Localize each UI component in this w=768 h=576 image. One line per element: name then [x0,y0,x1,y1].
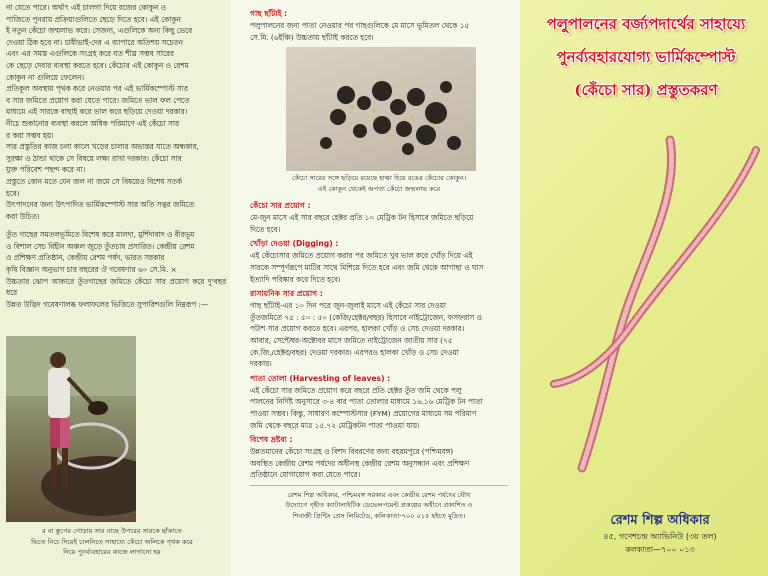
text-line: ইত্যাদি পরিষ্কার করে দিতে হবে। [250,274,341,284]
text-line: সার প্রস্তুতির কাজ চলা কালে খড়ের চালার অভ্যন্তর যাতে অন্ধকার, [6,142,199,152]
cover-title [530,8,762,107]
text-line: কোকুন না গুলিয়ে ফেলেন। [6,72,84,82]
caption-line: র বা স্তুপের গোড়ায় সার বাছে উপরের সারকে ছাঁকাতে [42,527,182,535]
text-line: কে.জি./হেক্টর/বছর) দেওয়া দরকার। এরপরও হালকা খোঁড় ও সেচ দেওয়া [250,347,459,357]
text-line: তুঁতজমিতে ৭৫ : ৫০ : ৫০ (কেজি/হেক্টর/বছর) হিসাবে নাইট্রোজেন, ফসফরাস ও [250,312,482,322]
text-line: মাধ্যমে এই সারকে বাছাই করে ভাল করে ছড়িয়ে দেওয়া দরকার। [6,107,188,117]
section-pruning-text [250,20,508,43]
text-line: উৎপাদনের জন্য উৎপাদিত ভার্মিকম্পোস্ট সার অতি সত্বর জমিতে [6,200,194,210]
section-application-text [250,212,508,235]
publisher-footer [250,490,508,522]
text-line: সারকে সম্পূর্ণরূপে মাটির সাথে মিশিয়ে দিতে হবে এবং জমি থেকে আগাছা ও ঘাস [250,262,484,272]
photo-sketch [6,336,136,522]
section-harvest-text [250,385,508,431]
cocoon-photo-caption [250,173,508,194]
divider [250,485,508,486]
caption-line: এই কোকুন থেকেই অপত্য কেঁচো জন্মলাভ করে [317,184,441,193]
text-line: এই কেঁচো সার জমিতে প্রয়োগ করে বছরে প্রতি হেক্টর তুঁত জমি থেকে পলু [250,385,462,395]
text-line: দিতে হবে। [250,224,281,234]
photo-caption [2,526,222,558]
text-line: র করা সম্ভব হয়। [6,130,54,140]
text-line: ও বিশাল সেচ বিহীন অঞ্চল জুড়ে তুঁতচাষ প্রসারিত। কেন্দ্রীয় রেশম [6,241,195,251]
text-line: না যেতে পারে। অর্থাৎ এই চালগা দিয়ে রজের কোকুন ও [6,3,166,12]
text-line: পালনের নির্দিষ্ট অনুসারে ৩-৪ বার পাতা তোলার মাধ্যমে ১৬.১৬ মেট্রিক টন পাতা [250,397,483,407]
text-line: পলুপালনের জন্য পাতা নেওয়ার পর গাছগুলিকে মে মাসে ভূমিতল থেকে ১৫ [250,21,470,30]
section-note-heading: বিশেষ দ্রষ্টব্য : [250,435,293,445]
text-line: যুক্ত পরিবেশ পছন্দ করে না। [6,165,86,175]
text-line: দরকার। [250,359,272,369]
text-line: এই কেঁচোসার জমিতে প্রয়োগ করার পর জমিতে খুব ভাল করে খোঁড় দিয়ে এই [250,251,473,261]
text-line: হবে। [6,188,20,198]
section-application-heading: কেঁচো সার প্রয়োগ : [250,201,311,211]
text-line: প্রতিকূল অবস্থায় পৃথক করে নেওয়ার পর এই ভার্মিকম্পোস্ট সার [6,84,188,94]
text-line: উন্নত উদ্ভিদ গবেষণালব্ধ ফলাফলের ভিত্তিতে সুপারিশগুলি নিম্নরূপ :— [6,299,209,309]
text-line: সুরক্ষা ও ঠান্ডা থাকে সে বিষয়ে লক্ষ্য রাখা দরকার। কেঁচো সার [6,153,182,163]
text-line: প্রস্তুতে কোন মতে যেন জল না জমে সে বিষয়েও বিশেষ সতর্ক [6,176,183,186]
section-note-text [250,446,508,481]
compost-lumps [286,47,476,171]
caption-line: ভিতে নিচে দিয়েই চালনিতে সাহায্যে কেঁচো অলিকে পৃথক করে [31,537,193,546]
text-line: গাছ ছাঁটাই-এর ১০ দিন পরে জুন-জুলাই মাসে এই কেঁচো সার দেওয়া [250,301,447,311]
text-line: পাওয়া সম্ভব। কিন্তু, সাধারণ কম্পোস্টসার (FYM) প্রয়োগের মাধ্যমে সম পরিমাণ [250,408,477,418]
section-pruning-heading: গাছ ছাঁটাই : [250,9,288,18]
text-line: অবস্থিত কেন্দ্রীয় রেশম পর্ষদের অধীনস্থ কেন্দ্রীয় রেশম অনুসন্ধান এবং প্রশিক্ষণ [250,458,470,468]
text-line: উচ্চতার ঝোপ আকারে তুঁতগাছের জমিতে কেঁচো সার প্রয়োগ করে দু'বছর ধরে [6,276,226,298]
text-line: তুঁত গাছের সমতলভূমিতে বিশেষ করে মালদা, মুর্শিদাবাদ ও বীরভূম [6,230,195,240]
org-name: রেশম শিল্প অধিকার [610,513,710,528]
address-line-2: কলকাতা—৭০০ ০১৩ [625,545,695,554]
text-line: সে.মি. (৬ইঞ্চি) উচ্চতায় ছাঁটাই করতে হবে। [250,32,374,42]
worker-sieving-photo [6,336,136,522]
address-line-1: ৪৫, গণেশচন্দ্র অ্যাভিনিউ (৩য় তল) [603,532,717,541]
left-top-text [6,2,226,222]
caption-line: নিয়ে পুনর্ব্যবহারের কাজে লাগানো হয় [63,548,161,556]
text-line: কে ছেড়ে দেবার ব্যবস্থা করতে হবে। কেঁচোর এই কোকুন ও রেশম [6,60,189,70]
text-line: পাজিতে পুনরায় প্রক্রিয়াগুলিতে ছেড়ে দিতে হবে। এই কোকুন [6,14,181,24]
text-line: ব সার জমিতে প্রয়োগ করা যেতে পারে। জমিতে ভাল ফল পেতে [6,95,190,105]
text-line: মে-জুন মাসে এই সার বছরে হেক্টর প্রতি ১০ মেট্রিক টন হিসাবে জমিতে ছড়িয়ে [250,213,474,223]
caption-line: কেঁচো সারের সঙ্গে ছড়িয়ে রয়েছে হাল্কা হিয়ে রঙের কেঁচোর কোকুন। [291,174,467,183]
left-panel [0,0,230,576]
section-harvest-heading: পাতা তোলা (Harvesting of leaves) : [250,373,391,383]
footer-line: রেশম শিল্প অধিকার, পশ্চিমবঙ্গ সরকার এবং কেন্দ্রীয় রেশম পর্যদের যৌথ [287,490,471,499]
section-chemical-text [250,300,508,370]
title-line: পলুপালনের বর্জ্যপদার্থের সাহায্যে [546,15,746,33]
text-line: পটাশ সার প্রয়োগ করতে হবে। এরপর, হালকা খোঁড় ও সেচ দেওয়া দরকার। [250,324,465,334]
section-digging-heading: খোঁড়া দেওয়া (Digging) : [250,239,339,249]
vermicompost-cocoon-photo [286,47,476,171]
text-line: জমি থেকে বছরে মাত্র ১৫.৭২ মেট্রিকটন পাতা পাওয়া যায়। [250,420,420,430]
text-line: কৃষি বিজ্ঞান অনুভাগ চার বছরের ঔ গবেষণার ৬০ সে.মি. × [6,265,177,275]
text-line: দেওয়া ঠিক হবে না। চাষীভাই-দের এ ব্যাপারে অতিশয় সচেতন [6,37,183,47]
text-line: আবার, সেপ্টেম্বর-অক্টোবর মাসে জমিতে নাইট্রোজেন জাতীয় সার (৭৫ [250,335,453,345]
title-line: পুনর্ব্যবহারযোগ্য ভার্মিকম্পোস্ট [556,48,736,66]
middle-panel [230,0,520,576]
text-line: প্রতিষ্ঠানে যোগাযোগ করা যেতে পারে। [250,470,361,480]
publisher-block [570,512,750,556]
footer-line: উদ্যোগে গৃহীত ক্যাটালাইটিক ডেভেলপমেন্ট প্রকল্পের অধীনে প্রকাশিত ও [285,501,473,510]
text-line: উন্নতমানের কেঁচো সংগ্রহ ও বিশদ বিবরণের জন্য বহরমপুরে (পশ্চিমবঙ্গ) [250,447,454,457]
section-digging-text [250,250,508,285]
text-line: ই নতুন কেঁচো জন্মলাভ করে। সেজন্য, এগুলিকে অন্য কিছু ভেবে [6,26,193,36]
footer-line: শিবাজী প্রিন্টিং প্রেস লিমিটেড, কলিকাতা-৭০০ ০১৫ হইতে মুদ্রিত। [292,511,466,520]
left-mid-text [6,229,226,310]
title-line: (কেঁচো সার) প্রস্তুতকরণ [574,81,718,99]
text-line: এবং এর সমস্ত এগুলিকে সংগ্রহ করে যত শীঘ্র সম্ভব সারের [6,49,174,59]
text-line: ও প্রশিক্ষণ প্রতিষ্ঠান, কেন্দ্রীয় রেশম পর্ষদ, ভারত সরকার [6,253,165,263]
section-chemical-heading: রাসায়নিক সার প্রয়োগ : [250,289,323,299]
text-line: করা উচিত। [6,211,40,221]
text-line: নীচে শুকানোর ব্যবস্থা করলে অধিক পরিমাণে এই কেঁচো সার [6,118,179,128]
